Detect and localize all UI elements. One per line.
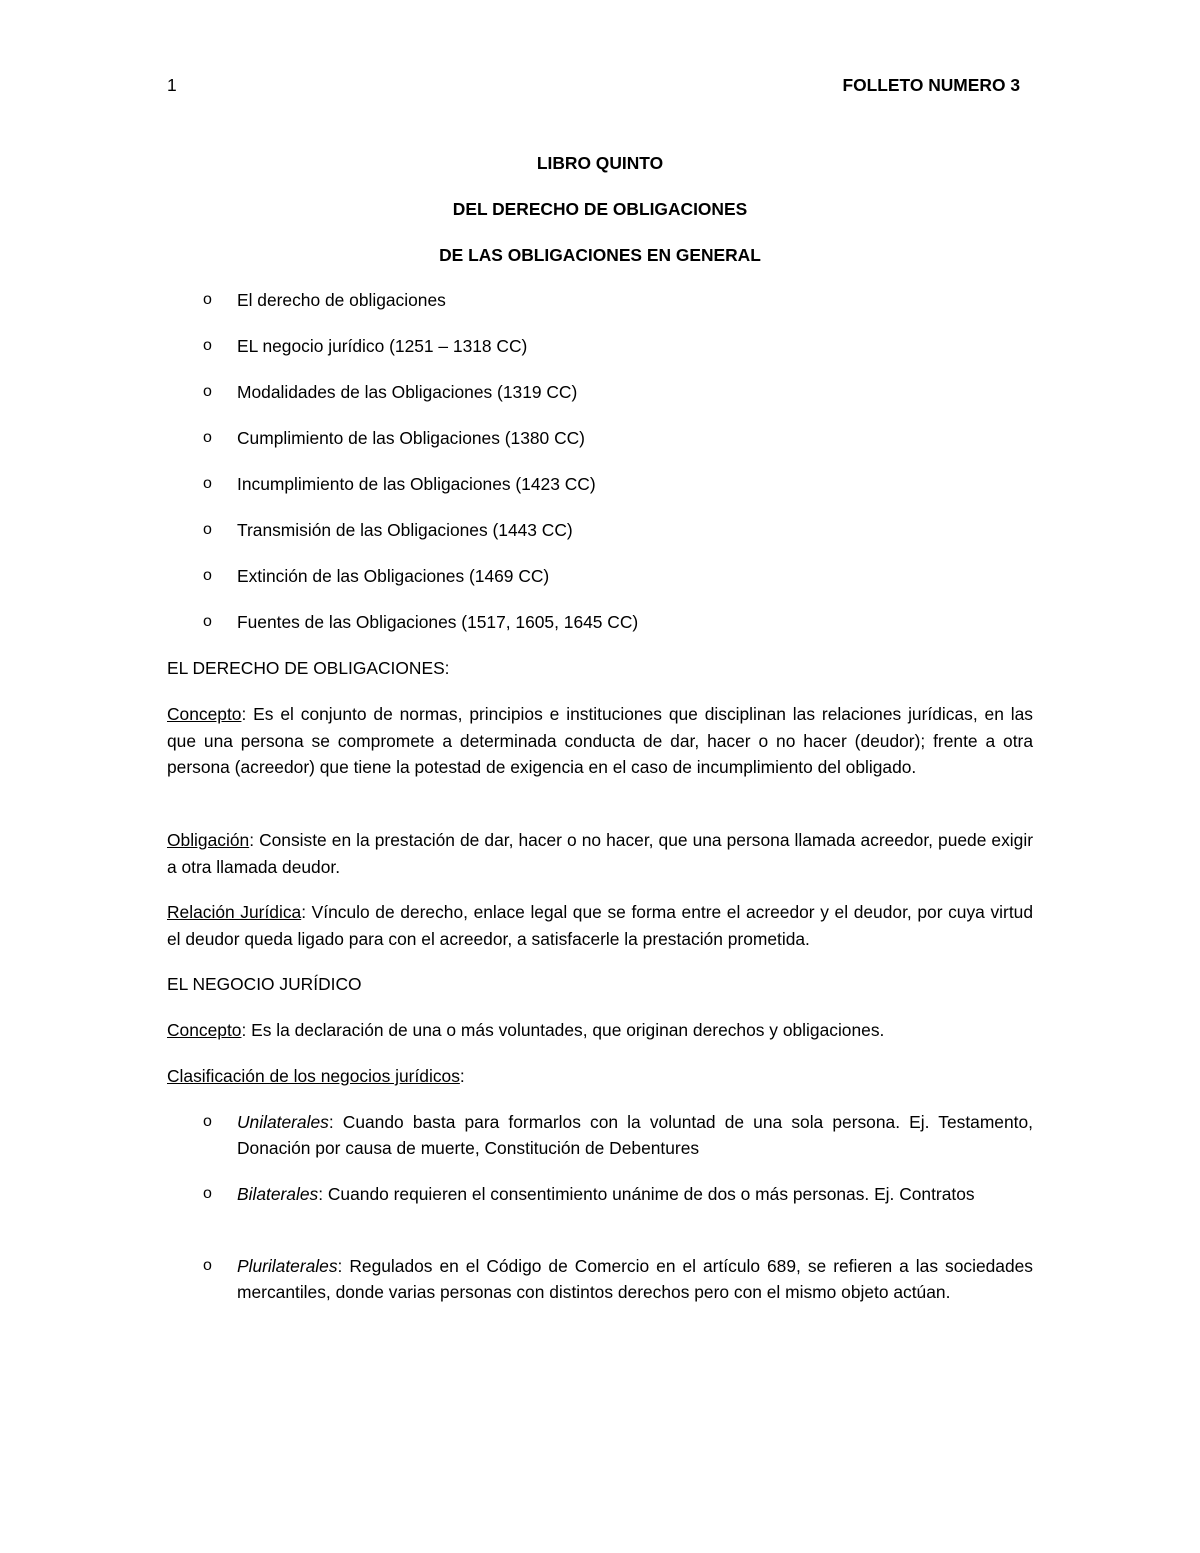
bullet-marker: o: [203, 1113, 212, 1130]
index-item: EL negocio jurídico (1251 – 1318 CC): [237, 336, 528, 356]
type-term: Unilaterales: [237, 1112, 329, 1132]
index-item: Incumplimiento de las Obligaciones (1423 CC): [237, 474, 596, 494]
bullet-marker: o: [203, 475, 212, 492]
index-item: Cumplimiento de las Obligaciones (1380 CC): [237, 428, 585, 448]
term-relacion-juridica: Relación Jurídica: [167, 902, 302, 922]
term-clasificacion: Clasificación de los negocios jurídicos: [167, 1066, 460, 1086]
section-title-derecho: EL DERECHO DE OBLIGACIONES:: [167, 658, 450, 678]
paragraph-concepto-negocio: [167, 1017, 1033, 1044]
bullet-marker: o: [203, 1185, 212, 1202]
bullet-marker: o: [203, 613, 212, 630]
term-concepto: Concepto: [167, 1020, 242, 1040]
bullet-marker: o: [203, 291, 212, 308]
section-title-negocio: EL NEGOCIO JURÍDICO: [167, 974, 362, 994]
type-term: Bilaterales: [237, 1184, 319, 1204]
definition-text: : Es el conjunto de normas, principios e instituciones que disciplinan las relaciones jurídicas, en las que una persona se compromete a determinada conducta de dar, hacer o no hacer (deudor); frente a otra persona (acreedor) que tiene la potestad de exigencia en el caso de incumplimiento del obligado.: [167, 704, 1033, 777]
type-item-bilaterales: [237, 1181, 1033, 1207]
index-item: Fuentes de las Obligaciones (1517, 1605, 1645 CC): [237, 612, 639, 632]
index-item: El derecho de obligaciones: [237, 290, 446, 310]
type-text: : Cuando basta para formarlos con la voluntad de una sola persona. Ej. Testamento, Donación por causa de muerte, Constitución de Debentures: [237, 1112, 1033, 1158]
type-item-unilaterales: [237, 1109, 1033, 1161]
bullet-marker: o: [203, 337, 212, 354]
bullet-marker: o: [203, 429, 212, 446]
bullet-marker: o: [203, 383, 212, 400]
definition-text: : Vínculo de derecho, enlace legal que se forma entre el acreedor y el deudor, por cuya virtud el deudor queda ligado para con el acreedor, a satisfacerle la prestación prometida.: [167, 902, 1034, 949]
index-item: Extinción de las Obligaciones (1469 CC): [237, 566, 550, 586]
paragraph-relacion-juridica: [167, 899, 1033, 952]
type-text: : Cuando requieren el consentimiento unánime de dos o más personas. Ej. Contratos: [318, 1184, 975, 1204]
type-term: Plurilaterales: [237, 1256, 338, 1276]
paragraph-clasificacion: [167, 1063, 1033, 1090]
page-number: 1: [167, 75, 177, 95]
index-item: Transmisión de las Obligaciones (1443 CC): [237, 520, 573, 540]
header-title: FOLLETO NUMERO 3: [842, 75, 1020, 95]
paragraph-concepto: [167, 701, 1033, 781]
definition-text: : Consiste en la prestación de dar, hacer o no hacer, que una persona llamada acreedor, puede exigir a otra llamada deudor.: [167, 830, 1033, 877]
bullet-marker: o: [203, 567, 212, 584]
definition-text: : Es la declaración de una o más voluntades, que originan derechos y obligaciones.: [241, 1020, 885, 1040]
heading-derecho: DEL DERECHO DE OBLIGACIONES: [452, 199, 748, 219]
type-item-plurilaterales: [237, 1253, 1033, 1305]
term-concepto: Concepto: [167, 704, 242, 724]
type-text: : Regulados en el Código de Comercio en el artículo 689, se refieren a las sociedades mercantiles, donde varias personas con distintos derechos pero con el mismo objeto actúan.: [237, 1256, 1033, 1302]
paragraph-obligacion: [167, 827, 1033, 880]
bullet-marker: o: [203, 521, 212, 538]
clasificacion-suffix: :: [459, 1066, 465, 1086]
bullet-marker: o: [203, 1257, 212, 1274]
term-obligacion: Obligación: [167, 830, 250, 850]
heading-obligaciones-general: DE LAS OBLIGACIONES EN GENERAL: [439, 245, 761, 265]
index-item: Modalidades de las Obligaciones (1319 CC): [237, 382, 578, 402]
heading-libro: LIBRO QUINTO: [536, 153, 664, 173]
